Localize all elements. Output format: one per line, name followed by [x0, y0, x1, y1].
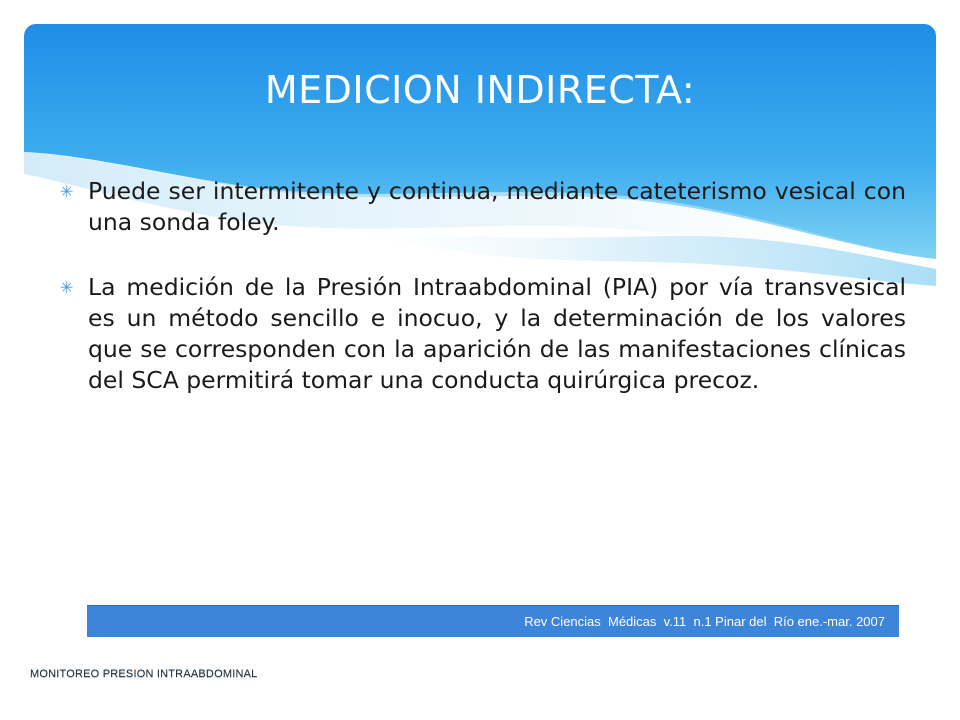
slide-title: MEDICION INDIRECTA: — [264, 68, 696, 112]
citation-text: Rev Ciencias Médicas v.11 n.1 Pinar del Río ene.-mar. 2007 — [524, 614, 885, 629]
bullet-item — [56, 176, 906, 238]
footer-label: MONITOREO PRESION INTRAABDOMINAL — [30, 668, 258, 680]
asterisk-bullet-icon: ✳ — [60, 278, 74, 297]
citation-bar — [87, 605, 899, 637]
asterisk-bullet-icon: ✳ — [60, 182, 74, 201]
slide-panel — [24, 24, 936, 642]
bullet-item — [56, 272, 906, 396]
bullet-text: Puede ser intermitente y continua, mediante cateterismo vesical con una sonda foley. — [88, 177, 906, 236]
bullet-text: La medición de la Presión Intraabdominal (PIA) por vía transvesical es un método sencillo e inocuo, y la determinación de los valores que se corresponden con la aparición de las manifestaciones clínicas del SCA permitirá tomar una conducta quirúrgica precoz. — [88, 273, 906, 394]
bullet-list — [56, 176, 906, 422]
